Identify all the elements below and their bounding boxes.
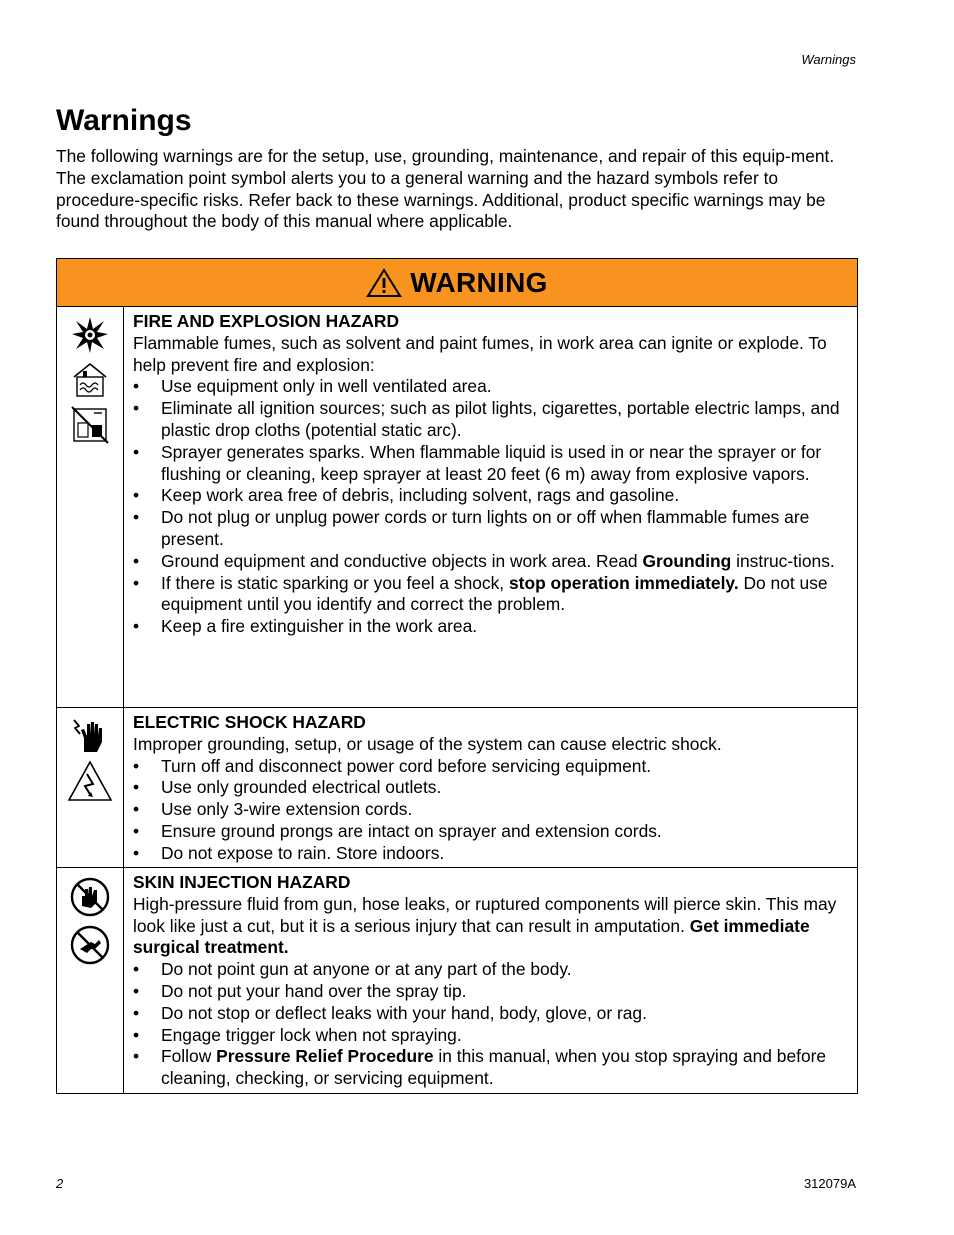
list-item: • Do not point gun at anyone or at any part of the body. bbox=[133, 959, 847, 981]
warning-table bbox=[56, 258, 858, 1094]
hazard-row-electric bbox=[57, 708, 857, 868]
document-number: 312079A bbox=[803, 1176, 856, 1191]
emphasis: Get immediate surgical treatment. bbox=[133, 915, 810, 958]
hazard-icons-fire bbox=[57, 307, 124, 707]
hazard-row-injection bbox=[57, 868, 857, 1093]
hazard-title: FIRE AND EXPLOSION HAZARD bbox=[133, 311, 400, 331]
list-item: • Keep work area free of debris, including solvent, rags and gasoline. bbox=[133, 485, 847, 507]
list-item: • Do not stop or deflect leaks with your hand, body, glove, or rag. bbox=[133, 1003, 847, 1025]
page-number: 2 bbox=[56, 1176, 64, 1191]
hazard-title: SKIN INJECTION HAZARD bbox=[133, 872, 351, 892]
hazard-bullets bbox=[133, 959, 847, 1090]
warning-header bbox=[57, 259, 857, 307]
hazard-body-injection bbox=[124, 868, 857, 1093]
hazard-body-electric bbox=[124, 708, 857, 867]
warning-header-label: WARNING bbox=[410, 266, 548, 298]
hazard-intro: Improper grounding, setup, or usage of the system can cause electric shock. bbox=[133, 733, 722, 754]
hand-shock-icon bbox=[70, 716, 110, 754]
emphasis: stop operation immediately. bbox=[508, 572, 739, 593]
list-item: • Do not put your hand over the spray tip. bbox=[133, 981, 847, 1003]
list-item: • Use equipment only in well ventilated area. bbox=[133, 376, 847, 398]
hazard-bullets bbox=[133, 376, 847, 638]
hazard-intro: High-pressure fluid from gun, hose leaks, or ruptured components will pierce skin. This may look like just a cut, but it is a serious injury that can result in amputation. Get immediate surgical treatment. bbox=[133, 893, 837, 958]
list-item: • Eliminate all ignition sources; such as pilot lights, cigarettes, portable electric lamps, and plastic drop cloths (potential static arc). bbox=[133, 398, 847, 442]
emphasis: Grounding bbox=[642, 550, 732, 571]
lightning-triangle-icon bbox=[67, 760, 113, 802]
intro-paragraph: The following warnings are for the setup, use, grounding, maintenance, and repair of this equip-ment. The exclamation point symbol alerts you to a general warning and the hazard symbols refer to procedure-specific risks. Refer back to these warnings. Additional, product specific warnings may be found throughout the body of this manual where applicable. bbox=[56, 146, 835, 232]
list-item: • Ensure ground prongs are intact on sprayer and extension cords. bbox=[133, 821, 847, 843]
emphasis: Pressure Relief Procedure bbox=[216, 1046, 434, 1067]
list-item: • Turn off and disconnect power cord before servicing equipment. bbox=[133, 756, 847, 778]
list-item: • Do not expose to rain. Store indoors. bbox=[133, 843, 847, 865]
warning-triangle-icon bbox=[366, 268, 402, 298]
list-item: • Keep a fire extinguisher in the work area. bbox=[133, 616, 847, 638]
list-item: • Sprayer generates sparks. When flammable liquid is used in or near the sprayer or for flushing or cleaning, keep sprayer at least 20 feet (6 m) away from explosive vapors. bbox=[133, 442, 847, 486]
hazard-icons-injection bbox=[57, 868, 124, 1093]
hazard-body-fire bbox=[124, 307, 857, 707]
hazard-icons-electric bbox=[57, 708, 124, 867]
no-sparks-icon bbox=[70, 405, 110, 445]
hazard-title: ELECTRIC SHOCK HAZARD bbox=[133, 712, 366, 732]
running-head: Warnings bbox=[801, 52, 856, 67]
list-item: • Follow Pressure Relief Procedure in this manual, when you stop spraying and before cleaning, checking, or servicing equipment. bbox=[133, 1046, 847, 1090]
no-hand-spray-icon bbox=[69, 876, 111, 918]
list-item: • Use only grounded electrical outlets. bbox=[133, 777, 847, 799]
list-item: • If there is static sparking or you feel a shock, stop operation immediately. Do not use equipment until you identify and correct the problem. bbox=[133, 573, 847, 617]
page-title: Warnings bbox=[56, 104, 192, 137]
no-point-gun-icon bbox=[69, 924, 111, 966]
list-item: • Engage trigger lock when not spraying. bbox=[133, 1025, 847, 1047]
list-item: • Do not plug or unplug power cords or turn lights on or off when flammable fumes are present. bbox=[133, 507, 847, 551]
list-item: • Ground equipment and conductive objects in work area. Read Grounding instruc-tions. bbox=[133, 551, 847, 573]
list-item: • Use only 3-wire extension cords. bbox=[133, 799, 847, 821]
hazard-row-fire bbox=[57, 307, 857, 708]
hazard-bullets bbox=[133, 756, 847, 865]
fumes-house-icon bbox=[70, 361, 110, 399]
hazard-intro: Flammable fumes, such as solvent and paint fumes, in work area can ignite or explode. To help prevent fire and explosion: bbox=[133, 332, 827, 375]
explosion-icon bbox=[70, 315, 110, 355]
